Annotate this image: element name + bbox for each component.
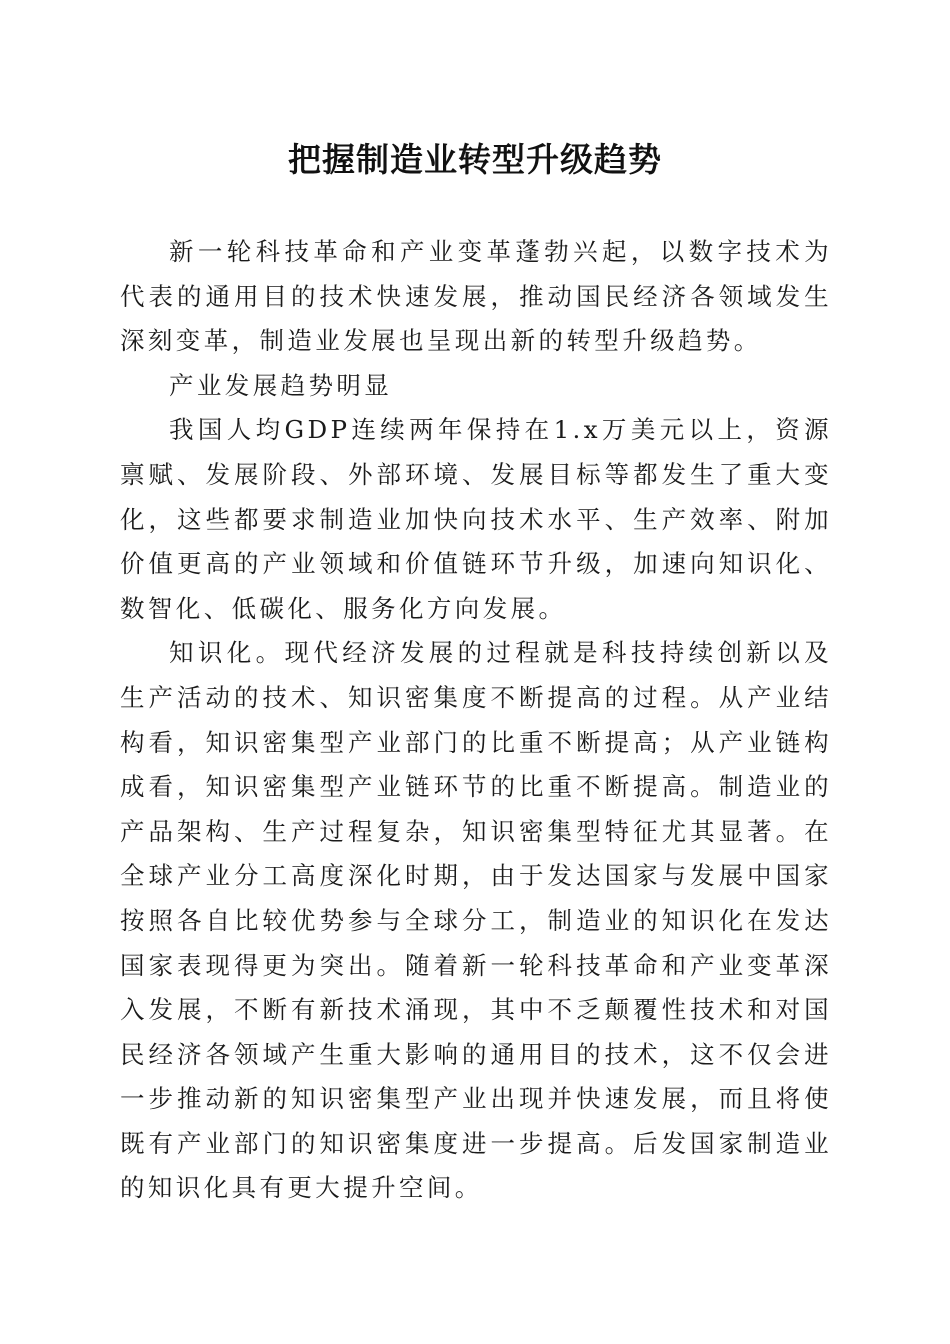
article-body — [120, 230, 832, 1211]
paragraph-knowledge: 知识化。现代经济发展的过程就是科技持续创新以及生产活动的技术、知识密集度不断提高的过程。从产业结构看，知识密集型产业部门的比重不断提高；从产业链构成看，知识密集型产业链环节的比重不断提高。制造业的产品架构、生产过程复杂，知识密集型特征尤其显著。在全球产业分工高度深化时期，由于发达国家与发展中国家按照各自比较优势参与全球分工，制造业的知识化在发达国家表现得更为突出。随着新一轮科技革命和产业变革深入发展，不断有新技术涌现，其中不乏颠覆性技术和对国民经济各领域产生重大影响的通用目的技术，这不仅会进一步推动新的知识密集型产业出现并快速发展，而且将使既有产业部门的知识密集度进一步提高。后发国家制造业的知识化具有更大提升空间。 — [120, 638, 832, 1203]
section-heading: 产业发展趋势明显 — [169, 370, 393, 400]
page-title: 把握制造业转型升级趋势 — [288, 140, 662, 179]
paragraph-trend: 我国人均GDP连续两年保持在1.x万美元以上，资源禀赋、发展阶段、外部环境、发展目标等都发生了重大变化，这些都要求制造业加快向技术水平、生产效率、附加价值更高的产业领域和价值链环节升级，加速向知识化、数智化、低碳化、服务化方向发展。 — [120, 415, 832, 623]
paragraph-intro: 新一轮科技革命和产业变革蓬勃兴起，以数字技术为代表的通用目的技术快速发展，推动国民经济各领域发生深刻变革，制造业发展也呈现出新的转型升级趋势。 — [120, 237, 832, 356]
